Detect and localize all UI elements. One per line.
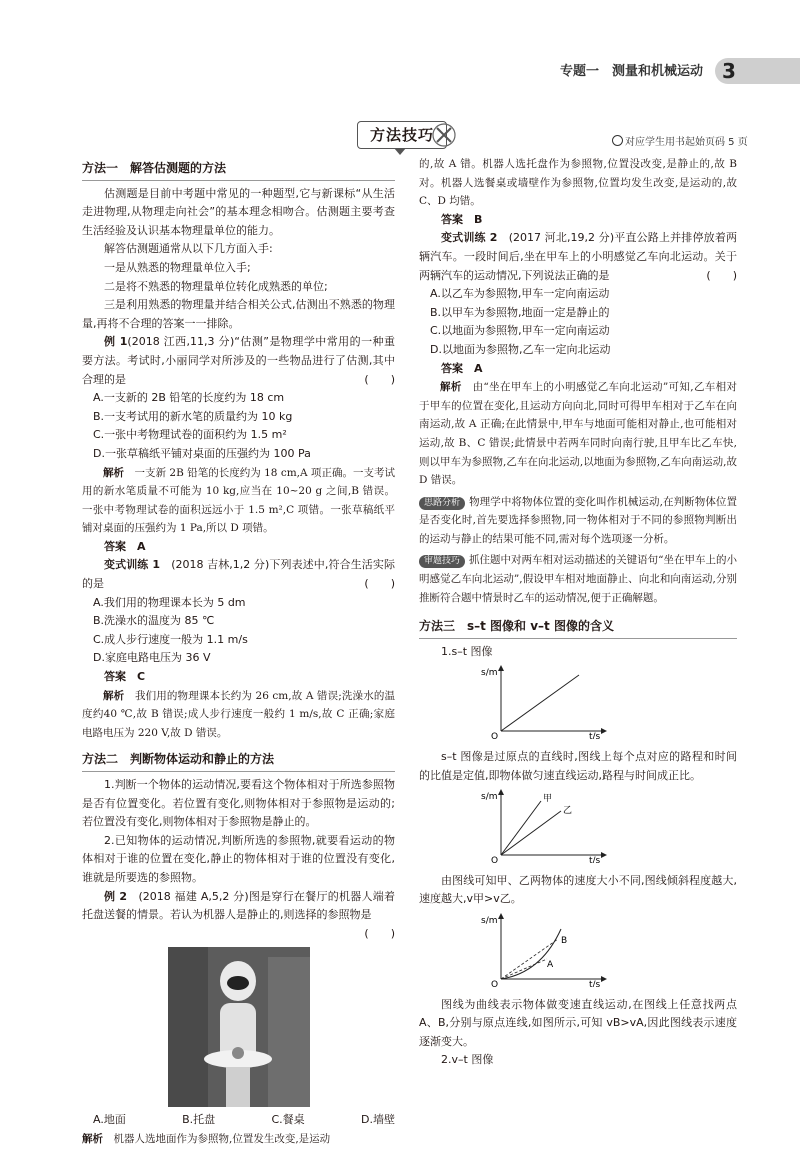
option-b: B.以甲车为参照物,地面一定是静止的 <box>430 305 610 319</box>
example-1: 例 1(2018 江西,11,3 分)“估测”是物理学中常用的一种重要方法。考试时,小丽同学对所涉及的一些物品进行了估测,其中合理的是 ( ) <box>82 335 395 386</box>
analysis: 解析 一支新 2B 铅笔的长度约为 18 cm,A 项正确。一支考试用的新水笔质量不可能为 10 kg,应当在 10~20 g 之间,B 错误。一张中考物理试卷的面积远远小于 1.5 m²,C 项错。一张草稿纸平铺对桌面的压强约为 1 Pa,所以 D 项错。 <box>82 466 396 535</box>
answer: 答案 B <box>441 212 483 226</box>
svg-text:s/m: s/m <box>481 668 498 679</box>
example-2-options <box>82 1111 395 1130</box>
thinking-tag: 思路分析 <box>419 497 465 510</box>
option-a: A.以乙车为参照物,甲车一定向南运动 <box>430 287 610 301</box>
option-a: A.一支新的 2B 铅笔的长度约为 18 cm <box>93 391 285 405</box>
reference-note: 对应学生用书起始页码 5 页 <box>612 133 748 148</box>
svg-text:t/s: t/s <box>589 980 601 987</box>
option-a: A.我们用的物理课本长为 5 dm <box>93 595 246 609</box>
banner-pointer <box>394 148 406 155</box>
method-2-title: 方法二 判断物体运动和静止的方法 <box>82 750 395 772</box>
svg-text:甲: 甲 <box>543 794 553 805</box>
paragraph: 图线为曲线表示物体做变速直线运动,在图线上任意找两点 A、B,分别与原点连线,如图所示,可知 vB>vA,因此图线表示速度逐渐变大。 <box>419 997 737 1048</box>
thinking-analysis: 思路分析 物理学中将物体位置的变化叫作机械运动,在判断物体位置是否变化时,首先要选择参照物,同一物体相对于不同的参照物判断出的运动与静止的结果可能不同,需对每个选项逐一分析。 <box>419 495 737 545</box>
analysis: 解析 由“坐在甲车上的小明感觉乙车向北运动”可知,乙车相对于甲车的位置在变化,且运动方向向北,同时可得甲车相对于乙车在向南运动,故 A 正确;在此情景中,甲车与地面可能相对静止,也可能相对运动,故 B、C 错误;此情景中若两车同时向南行驶,且甲车比乙车快,则以甲车为参照物,乙车在向北运动,以地面为参照物,乙车向南运动,故 D 错误。 <box>419 381 738 487</box>
robot-waiter-photo <box>168 947 310 1107</box>
subsection-label: 2.v–t 图像 <box>441 1053 494 1067</box>
option-d: D.家庭电路电压为 36 V <box>93 651 211 665</box>
option-d: D.以地面为参照物,乙车一定向北运动 <box>430 342 611 356</box>
option-b: B.一支考试用的新水笔的质量约为 10 kg <box>93 409 293 423</box>
method-3-title: 方法三 s–t 图像和 v–t 图像的含义 <box>419 617 737 639</box>
paragraph: 一是从熟悉的物理量单位入手; <box>104 260 251 274</box>
option-c: C.以地面为参照物,甲车一定向南运动 <box>430 324 610 338</box>
svg-text:s/m: s/m <box>481 916 498 926</box>
paragraph: 估测题是目前中考题中常见的一种题型,它与新课标“从生活走进物理,从物理走向社会”的基本理念相吻合。估测题主要考查生活经验及认识基本物理量单位的能力。 <box>82 186 395 237</box>
right-column <box>419 155 737 1070</box>
check-icon <box>612 135 623 146</box>
svg-text:s/m: s/m <box>481 792 498 803</box>
running-header: 专题一 测量和机械运动 <box>560 64 704 79</box>
svg-text:乙: 乙 <box>563 806 573 817</box>
analysis: 解析 我们用的物理课本长约为 26 cm,故 A 错误;洗澡水的温度约40 ℃,故 B 错误;成人步行速度一般约 1 m/s,故 C 正确;家庭电路电压为 220 V,故 D 错误。 <box>82 689 396 739</box>
paragraph: 三是利用熟悉的物理量并结合相关公式,估测出不熟悉的物理量,再将不合理的答案一一排除。 <box>82 298 395 330</box>
st-graph-compare <box>481 787 611 863</box>
option-d: D.墙壁 <box>361 1113 395 1127</box>
option-c: C.成人步行速度一般为 1.1 m/s <box>93 632 248 646</box>
option-c: C.一张中考物理试卷的面积约为 1.5 m² <box>93 428 287 442</box>
svg-text:A: A <box>547 960 554 970</box>
variant-1: 变式训练 1 (2018 吉林,1,2 分)下列表述中,符合生活实际的是 ( ) <box>82 558 396 591</box>
reading-tip: 审题技巧 抓住题中对两车相对运动描述的关键语句“坐在甲车上的小明感觉乙车向北运动”,假设甲车相对地面静止、向北和向南运动,分别推断符合题中情景时乙车的运动情况,便于正确解题。 <box>419 554 737 604</box>
answer: 答案 C <box>104 670 146 684</box>
paragraph: 由图线可知甲、乙两物体的速度大小不同,图线倾斜程度越大,速度越大,v甲>v乙。 <box>419 873 737 906</box>
example-2: 例 2 (2018 福建 A,5,2 分)图是穿行在餐厅的机器人端着托盘送餐的情景。若认为机器人是静止的,则选择的参照物是 <box>82 889 395 922</box>
st-graph-variable <box>481 911 611 987</box>
svg-text:B: B <box>561 936 568 946</box>
svg-text:O: O <box>491 732 499 740</box>
svg-text:t/s: t/s <box>589 856 601 864</box>
subsection-label: 1.s–t 图像 <box>441 644 493 658</box>
paragraph: 1.判断一个物体的运动情况,要看这个物体相对于所选参照物是否有位置变化。若位置有变化,则物体相对于参照物是运动的;若位置没有变化,则物体相对于参照物是静止的。 <box>82 778 395 829</box>
option-b: B.洗澡水的温度为 85 ℃ <box>93 614 215 628</box>
analysis: 解析 机器人选地面作为参照物,位置发生改变,是运动 <box>82 1132 331 1145</box>
left-column <box>82 155 395 1149</box>
option-a: A.地面 <box>93 1113 126 1127</box>
variant-2: 变式训练 2 (2017 河北,19,2 分)平直公路上并排停放着两辆汽车。一段时间后,坐在甲车上的小明感觉乙车向北运动。关于两辆汽车的运动情况,下列说法正确的是 ( ) <box>419 231 737 282</box>
method-1-title: 方法一 解答估测题的方法 <box>82 159 395 181</box>
section-banner: 方法技巧 <box>357 121 447 149</box>
option-b: B.托盘 <box>182 1113 216 1127</box>
svg-text:O: O <box>491 856 499 864</box>
option-c: C.餐桌 <box>271 1113 305 1127</box>
paragraph: 2.已知物体的运动情况,判断所选的参照物,就要看运动的物体相对于谁的位置在变化,静止的物体相对于谁的位置没有变化,谁就是所要选的参照物。 <box>82 833 395 884</box>
paragraph: 二是将不熟悉的物理量单位转化成熟悉的单位; <box>104 279 328 293</box>
answer: 答案 A <box>441 361 483 375</box>
analysis-continued: 的,故 A 错。机器人选托盘作为参照物,位置没改变,是静止的,故 B 对。机器人选餐桌或墙壁作为参照物,位置均发生改变,是运动的,故 C、D 均错。 <box>419 158 737 208</box>
answer: 答案 A <box>104 539 146 553</box>
svg-text:t/s: t/s <box>589 732 601 740</box>
answer-paren: ( ) <box>364 926 395 940</box>
paragraph: 解答估测题通常从以下几方面入手: <box>104 242 273 256</box>
page-number: 3 <box>722 59 736 83</box>
option-d: D.一张草稿纸平铺对桌面的压强约为 100 Pa <box>93 446 311 460</box>
tools-icon <box>430 121 458 149</box>
reading-tag: 审题技巧 <box>419 555 465 568</box>
svg-text:O: O <box>491 980 499 987</box>
st-graph-uniform <box>481 663 611 739</box>
paragraph: s–t 图像是过原点的直线时,图线上每个点对应的路程和时间的比值是定值,即物体做匀速直线运动,路程与时间成正比。 <box>419 750 737 782</box>
